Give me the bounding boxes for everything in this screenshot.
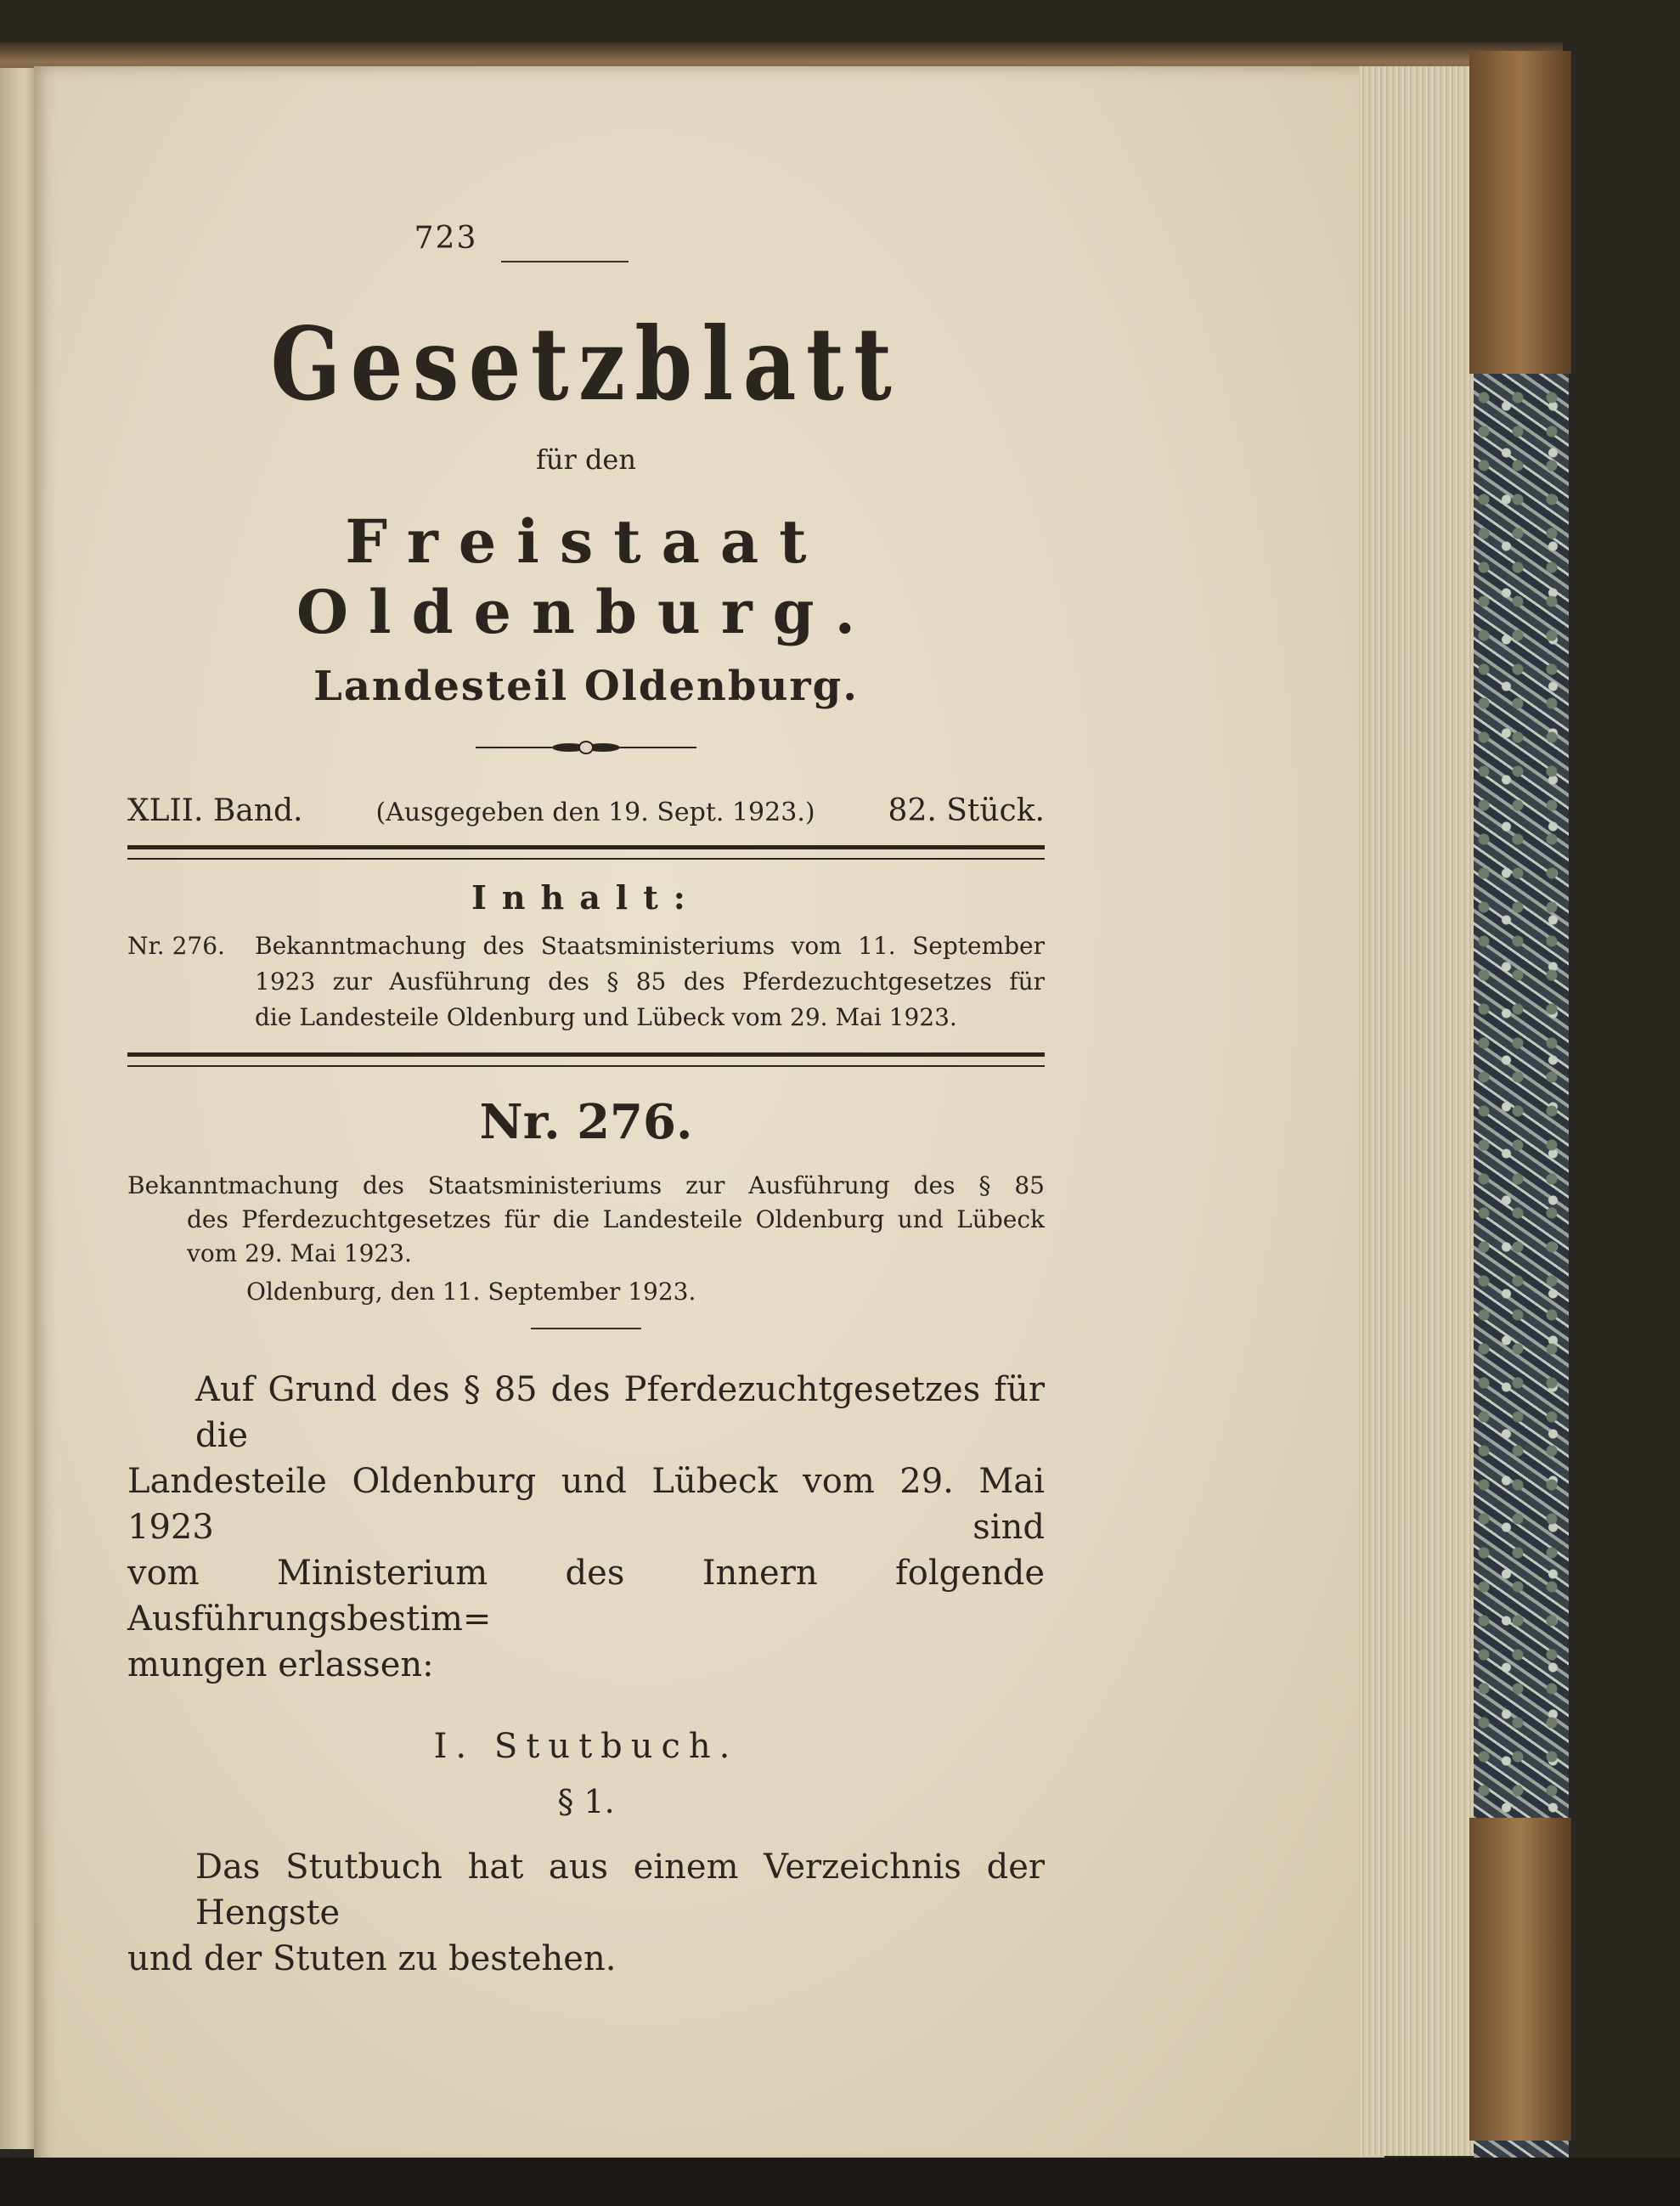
- page-number: 723: [414, 221, 478, 256]
- announcement-title: [127, 1169, 1045, 1271]
- issue-line: [127, 793, 1045, 828]
- state-name: Freistaat Oldenburg.: [296, 506, 876, 647]
- gazette-title: Gesetzblatt: [270, 305, 902, 423]
- body-line: vom Ministerium des Innern folgende Ausführungsbestim=: [127, 1554, 1045, 1639]
- contents-item-text: [255, 928, 1045, 1035]
- dateline: Oldenburg, den 11. September 1923.: [246, 1278, 696, 1306]
- announcement-line: Bekanntmachung des Staatsministeriums zur Ausführung des § 85: [127, 1171, 1045, 1199]
- ornament-divider: [127, 739, 1045, 756]
- volume-label: XLII. Band.: [127, 793, 303, 828]
- region-subtitle: Landesteil Oldenburg.: [313, 663, 859, 710]
- section-heading: I. Stutbuch.: [433, 1727, 739, 1766]
- scan-background: [0, 2158, 1680, 2206]
- double-rule: [127, 845, 1045, 860]
- fuer-den-label: für den: [536, 443, 636, 476]
- contents-line: Bekanntmachung des Staatsministeriums vom 11. September: [255, 932, 1045, 960]
- issue-date: (Ausgegeben den 19. Sept. 1923.): [375, 798, 815, 827]
- issue-number: 82. Stück.: [888, 793, 1045, 828]
- contents-entry: [127, 928, 1045, 1035]
- short-rule: [531, 1328, 641, 1329]
- page-number-rule: [501, 261, 629, 262]
- page-edges: [1359, 66, 1474, 2156]
- contents-line: 1923 zur Ausführung des § 85 des Pferdezuchtgesetzes für: [255, 968, 1045, 996]
- announcement-line: vom 29. Mai 1923.: [187, 1239, 412, 1267]
- section-paragraph: [127, 1844, 1045, 1982]
- contents-line: die Landesteile Oldenburg und Lübeck vom 29. Mai 1923.: [255, 1003, 957, 1031]
- body-line: Auf Grund des § 85 des Pferdezuchtgesetzes für die: [195, 1370, 1045, 1455]
- page-content: [127, 221, 1045, 1982]
- section-line: Das Stutbuch hat aus einem Verzeichnis der Hengste: [195, 1848, 1045, 1932]
- contents-heading: Inhalt:: [471, 878, 701, 917]
- contents-item-number: Nr. 276.: [127, 932, 225, 960]
- body-line: Landesteile Oldenburg und Lübeck vom 29. Mai 1923 sind: [127, 1462, 1045, 1547]
- section-line: und der Stuten zu bestehen.: [127, 1939, 617, 1978]
- paragraph-sign: § 1.: [557, 1783, 615, 1820]
- spine-leather-bottom: [1469, 1818, 1571, 2141]
- body-paragraph: [127, 1367, 1045, 1688]
- number-heading: Nr. 276.: [479, 1094, 693, 1150]
- body-line: mungen erlassen:: [127, 1645, 434, 1684]
- double-rule: [127, 1052, 1045, 1067]
- spine-leather-top: [1469, 51, 1571, 374]
- announcement-line: des Pferdezuchtgesetzes für die Landesteile Oldenburg und Lübeck: [187, 1205, 1045, 1233]
